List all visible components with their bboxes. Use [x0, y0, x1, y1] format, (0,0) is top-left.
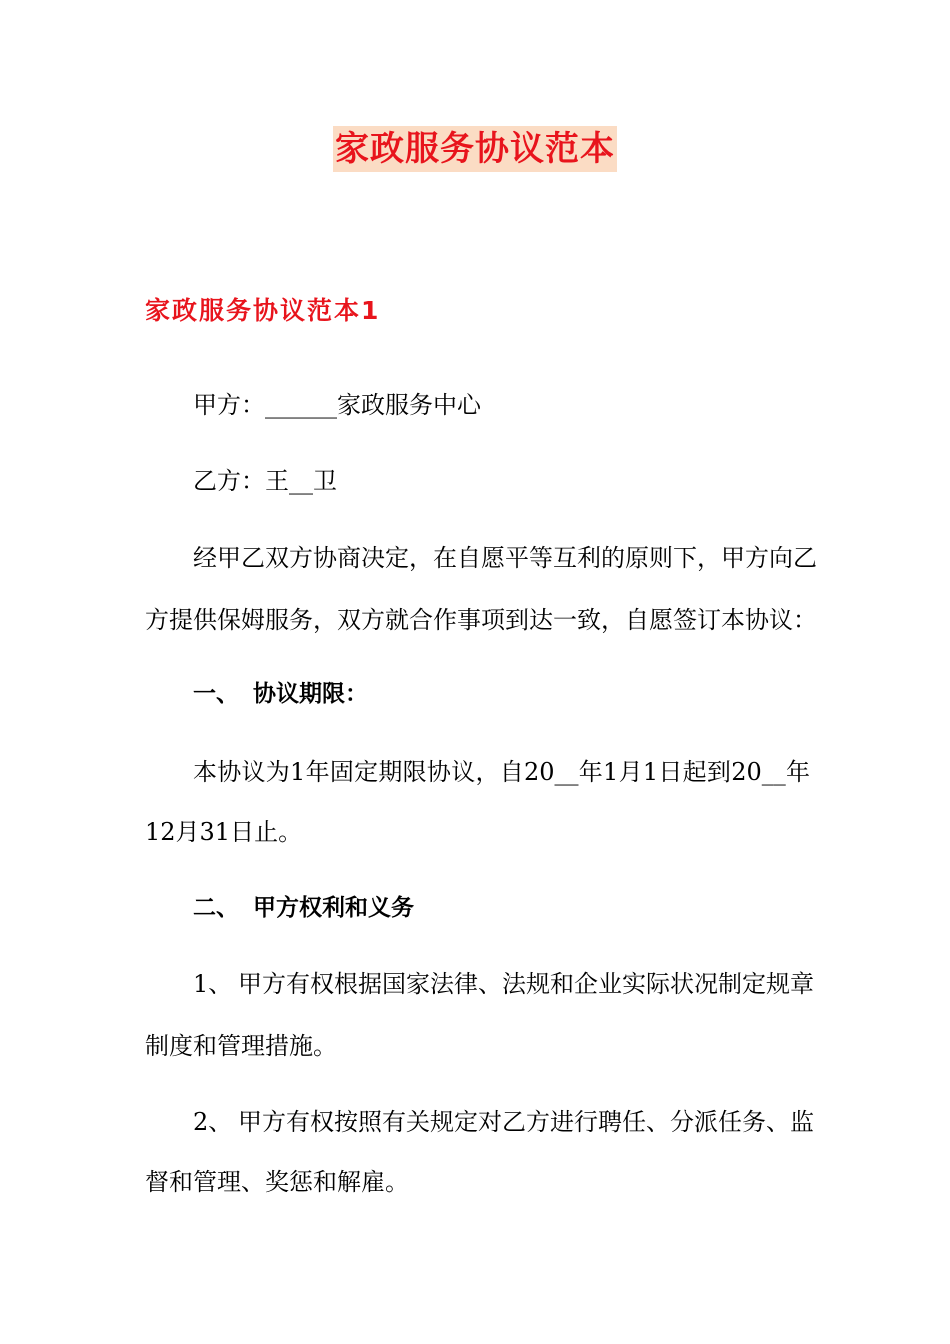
list-item-1-line-2: 制度和管理措施。	[145, 1032, 337, 1060]
intro-paragraph-line-2: 方提供保姆服务，双方就合作事项到达一致，自愿签订本协议：	[145, 606, 817, 634]
section-number: 二、	[193, 895, 239, 921]
list-item-text: 甲方有权根据国家法律、法规和企业实际状况制定规章	[238, 970, 814, 998]
title-container	[0, 126, 950, 172]
section-subtitle: 家政服务协议范本1	[145, 296, 381, 325]
document-title: 家政服务协议范本	[333, 126, 617, 172]
list-item-text: 甲方有权按照有关规定对乙方进行聘任、分派任务、监	[238, 1108, 814, 1136]
intro-paragraph-line-1: 经甲乙双方协商决定，在自愿平等互利的原则下，甲方向乙	[193, 544, 817, 572]
term-paragraph-line-1: 本协议为1年固定期限协议，自20__年1月1日起到20__年	[193, 758, 810, 786]
party-b-line: 乙方：王__卫	[193, 467, 337, 495]
list-item-2-line-1	[193, 1105, 814, 1139]
list-item-number: 1、	[193, 970, 233, 998]
party-a-line: 甲方：______家政服务中心	[193, 391, 481, 419]
section-title: 甲方权利和义务	[253, 895, 414, 921]
list-item-1-line-1	[193, 967, 814, 1001]
section-heading-party-a-rights	[193, 891, 810, 925]
section-heading-term	[193, 677, 810, 711]
term-paragraph-line-2: 12月31日止。	[145, 818, 303, 846]
list-item-2-line-2: 督和管理、奖惩和解雇。	[145, 1168, 409, 1196]
section-title: 协议期限：	[253, 681, 368, 707]
section-number: 一、	[193, 681, 239, 707]
list-item-number: 2、	[193, 1108, 233, 1136]
